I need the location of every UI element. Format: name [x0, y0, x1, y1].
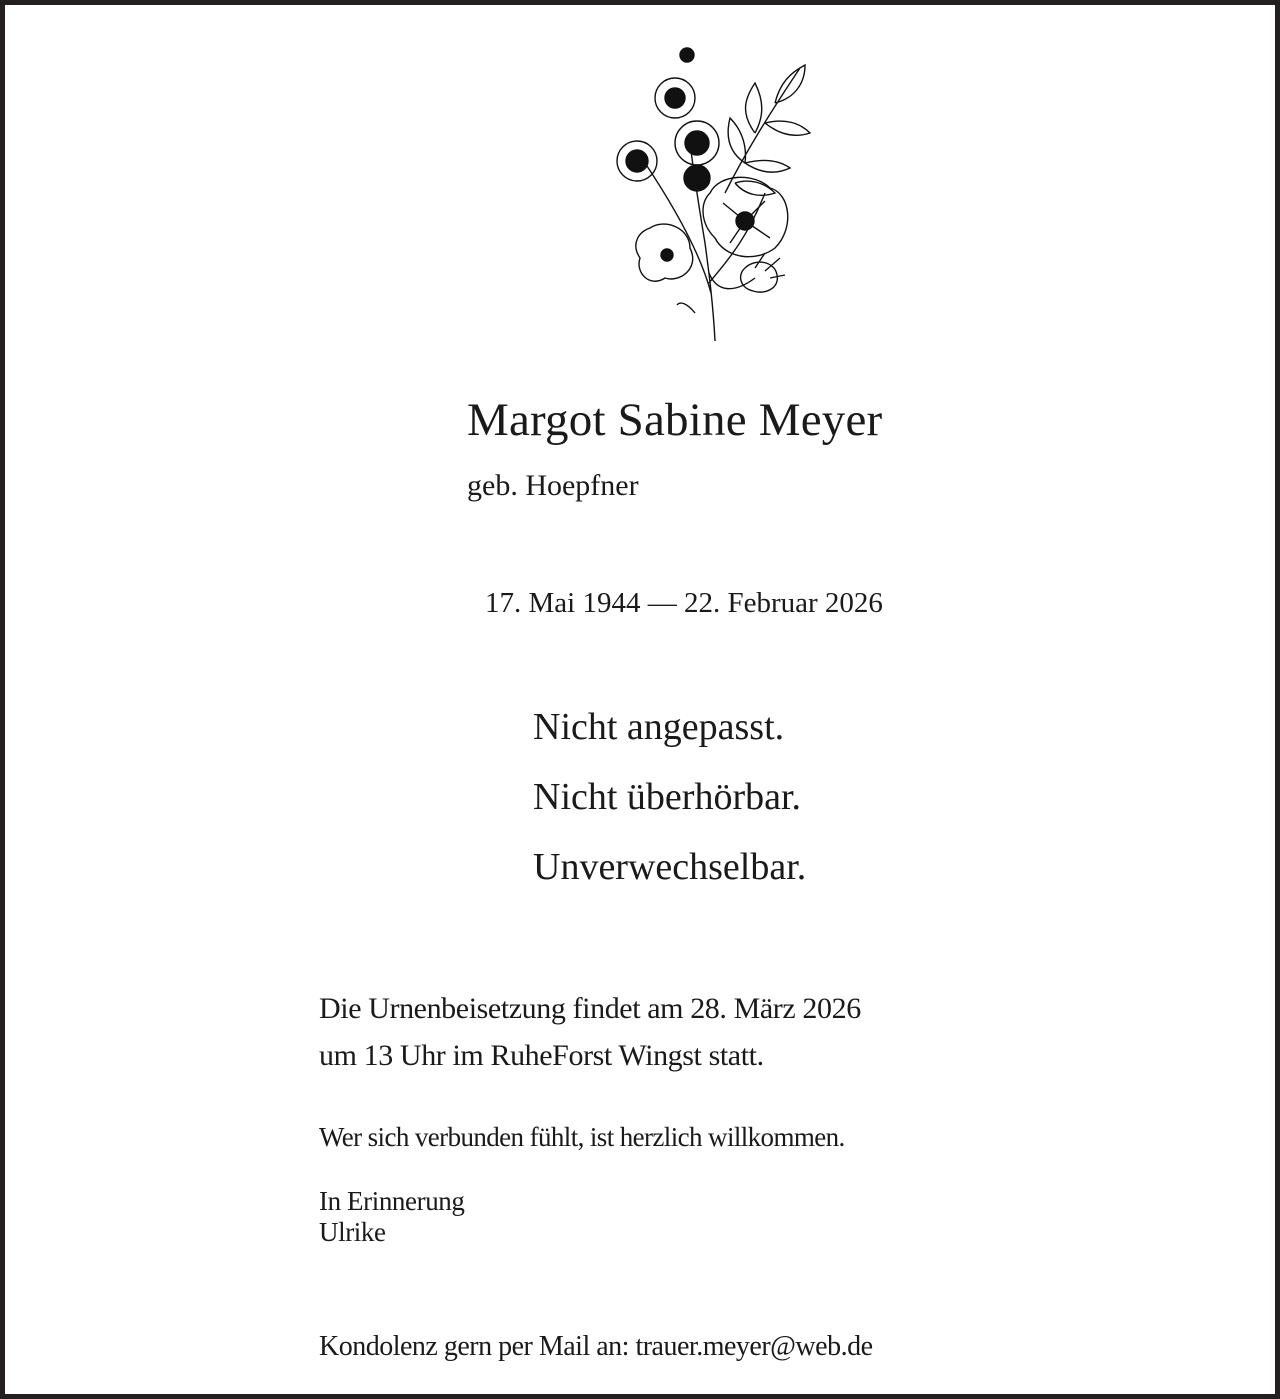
flower-bouquet-icon	[605, 43, 815, 343]
motto-line: Unverwechselbar.	[533, 846, 807, 888]
motto-line: Nicht angepasst.	[533, 706, 785, 748]
welcome-text: Wer sich verbunden fühlt, ist herzlich willkommen.	[319, 1122, 845, 1152]
burial-info-line: um 13 Uhr im RuheForst Wingst statt.	[319, 1039, 764, 1072]
motto-line: Nicht überhörbar.	[533, 776, 802, 818]
life-dates: 17. Mai 1944 — 22. Februar 2026	[485, 587, 883, 619]
signature-greeting: In Erinnerung	[319, 1186, 465, 1216]
deceased-name: Margot Sabine Meyer	[467, 394, 883, 446]
condolence-contact: Kondolenz gern per Mail an: trauer.meyer@web.de	[319, 1331, 873, 1362]
burial-info-line: Die Urnenbeisetzung findet am 28. März 2026	[319, 992, 861, 1025]
signature-name: Ulrike	[319, 1217, 386, 1247]
maiden-name: geb. Hoepfner	[467, 469, 639, 502]
